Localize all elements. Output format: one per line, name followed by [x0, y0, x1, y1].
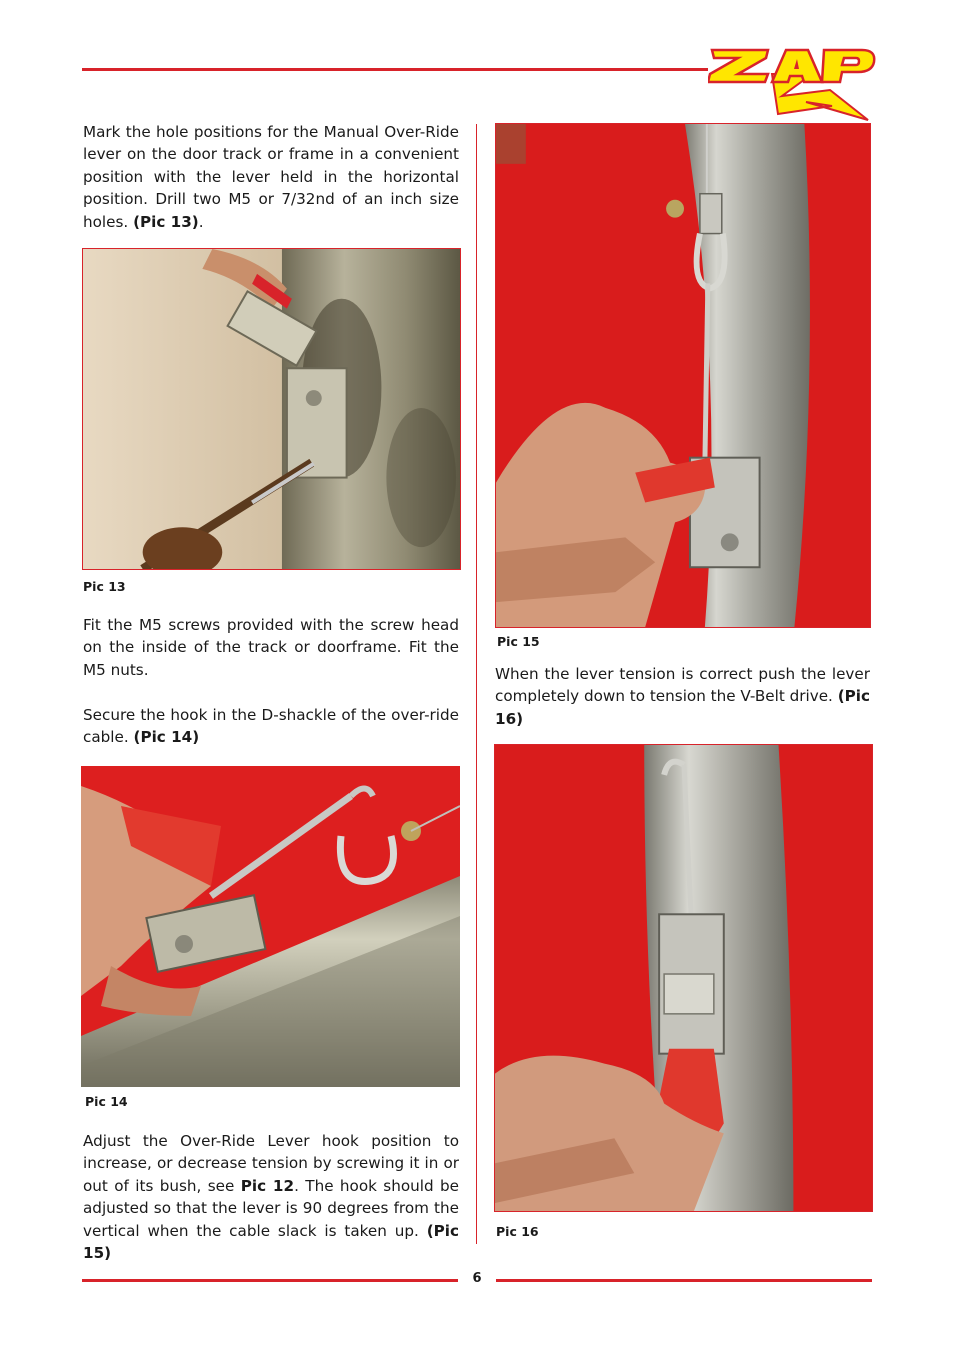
header-rule — [82, 68, 708, 71]
instruction-paragraph-4: Adjust the Over-Ride Lever hook position to increase, or decrease tension by screwing it in or out of its bush, see Pic 12. The hook should be adjusted so that the lever is 90 degrees from the vertical when the cable slack is taken up. (Pic 15) — [83, 1132, 459, 1263]
instruction-paragraph-1: Mark the hole positions for the Manual Over-Ride lever on the door track or frame in a convenient position with the lever held in the horizontal position. Drill two M5 or 7/32nd of an inch size holes. (Pic 13). — [83, 123, 459, 231]
footer-rule-right — [496, 1279, 872, 1282]
pic-13-caption: Pic 13 — [83, 579, 126, 594]
pic-15-caption: Pic 15 — [497, 634, 540, 649]
zap-logo — [708, 44, 878, 122]
pic-16-caption: Pic 16 — [496, 1224, 539, 1239]
footer-rule-left — [82, 1279, 458, 1282]
instruction-paragraph-3: Secure the hook in the D-shackle of the over-ride cable. (Pic 14) — [83, 706, 459, 747]
pic-16-photo — [494, 744, 873, 1212]
instruction-paragraph-5: When the lever tension is correct push the lever completely down to tension the V-Belt drive. (Pic 16) — [495, 665, 870, 728]
page-number: 6 — [472, 1271, 482, 1286]
pic-14-caption: Pic 14 — [85, 1094, 128, 1109]
pic-15-photo — [495, 123, 871, 628]
instruction-paragraph-2: Fit the M5 screws provided with the screw head on the inside of the track or doorframe. Fit the M5 nuts. — [83, 616, 459, 679]
column-divider — [476, 124, 477, 1244]
pic-13-photo — [82, 248, 461, 570]
pic-14-photo — [81, 766, 460, 1087]
